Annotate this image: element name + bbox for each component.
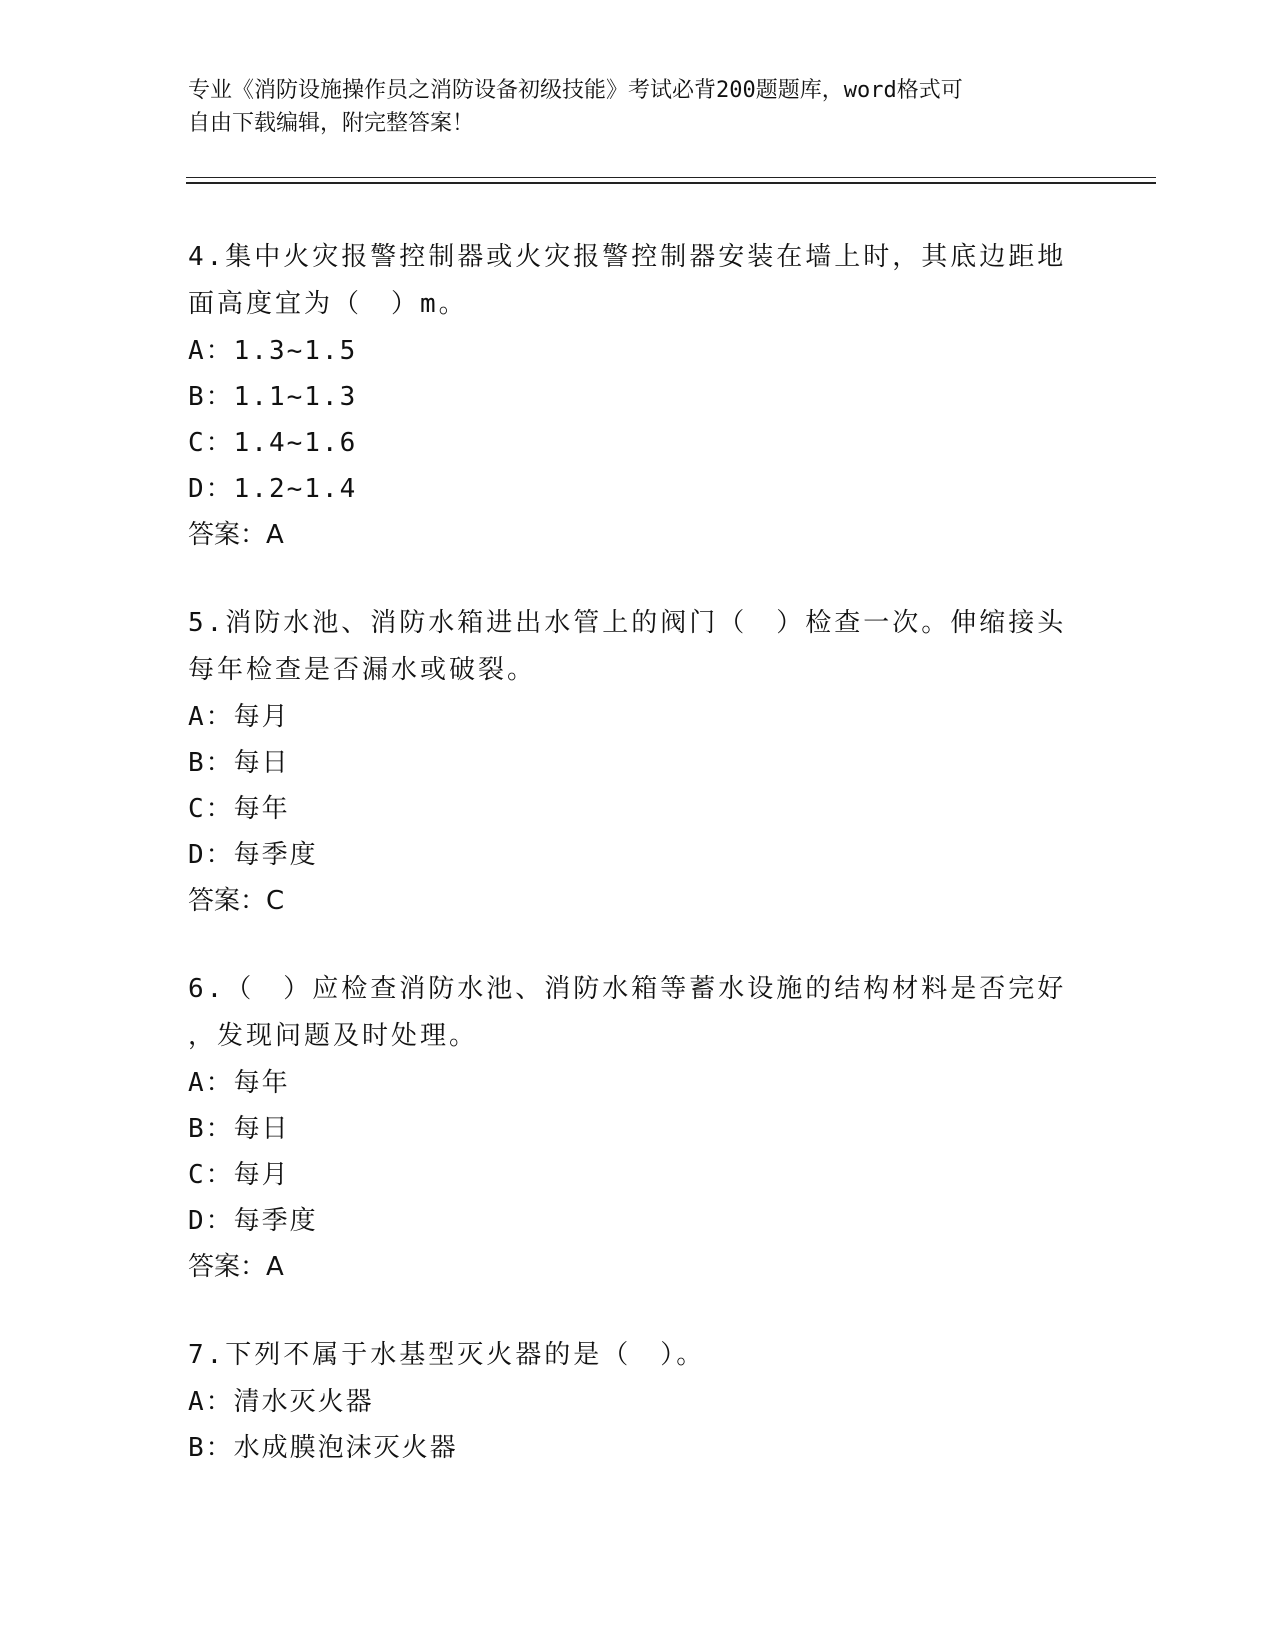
- option-b: B：水成膜泡沫灭火器: [188, 1433, 458, 1463]
- question-7: [188, 1332, 1088, 1471]
- option-d: D：每季度: [188, 840, 318, 870]
- answer-line: 答案：A: [188, 520, 284, 550]
- option-d: D：每季度: [188, 1206, 318, 1236]
- header-divider-bottom: [186, 182, 1156, 184]
- option-a: A：1.3~1.5: [188, 336, 358, 366]
- option-a: A：每年: [188, 1068, 290, 1098]
- question-5: [188, 600, 1088, 924]
- option-b: B：每日: [188, 1114, 290, 1144]
- question-stem-line: ，发现问题及时处理。: [188, 1021, 479, 1051]
- document-header: [188, 74, 1088, 140]
- question-4: [188, 234, 1088, 558]
- option-c: C：每年: [188, 794, 290, 824]
- header-line-1: 专业《消防设施操作员之消防设备初级技能》考试必背200题题库，word格式可: [188, 78, 963, 103]
- answer-line: 答案：C: [188, 886, 285, 916]
- header-line-2: 自由下载编辑，附完整答案！: [188, 111, 475, 136]
- option-a: A：清水灭火器: [188, 1387, 374, 1417]
- question-stem-line: 7.下列不属于水基型灭火器的是（ ）。: [188, 1340, 706, 1370]
- option-c: C：每月: [188, 1160, 290, 1190]
- question-6: [188, 966, 1088, 1290]
- option-a: A：每月: [188, 702, 290, 732]
- question-stem-line: 每年检查是否漏水或破裂。: [188, 655, 537, 685]
- option-d: D：1.2~1.4: [188, 474, 358, 504]
- option-b: B：1.1~1.3: [188, 382, 358, 412]
- question-list: [188, 234, 1088, 1513]
- question-stem-line: 4.集中火灾报警控制器或火灾报警控制器安装在墙上时，其底边距地: [188, 242, 1067, 272]
- question-stem-line: 面高度宜为（ ）m。: [188, 289, 468, 319]
- option-b: B：每日: [188, 748, 290, 778]
- answer-line: 答案：A: [188, 1252, 284, 1282]
- option-c: C：1.4~1.6: [188, 428, 358, 458]
- question-stem-line: 6.（ ）应检查消防水池、消防水箱等蓄水设施的结构材料是否完好: [188, 974, 1067, 1004]
- header-divider-top: [186, 177, 1156, 178]
- question-stem-line: 5.消防水池、消防水箱进出水管上的阀门（ ）检查一次。伸缩接头: [188, 608, 1067, 638]
